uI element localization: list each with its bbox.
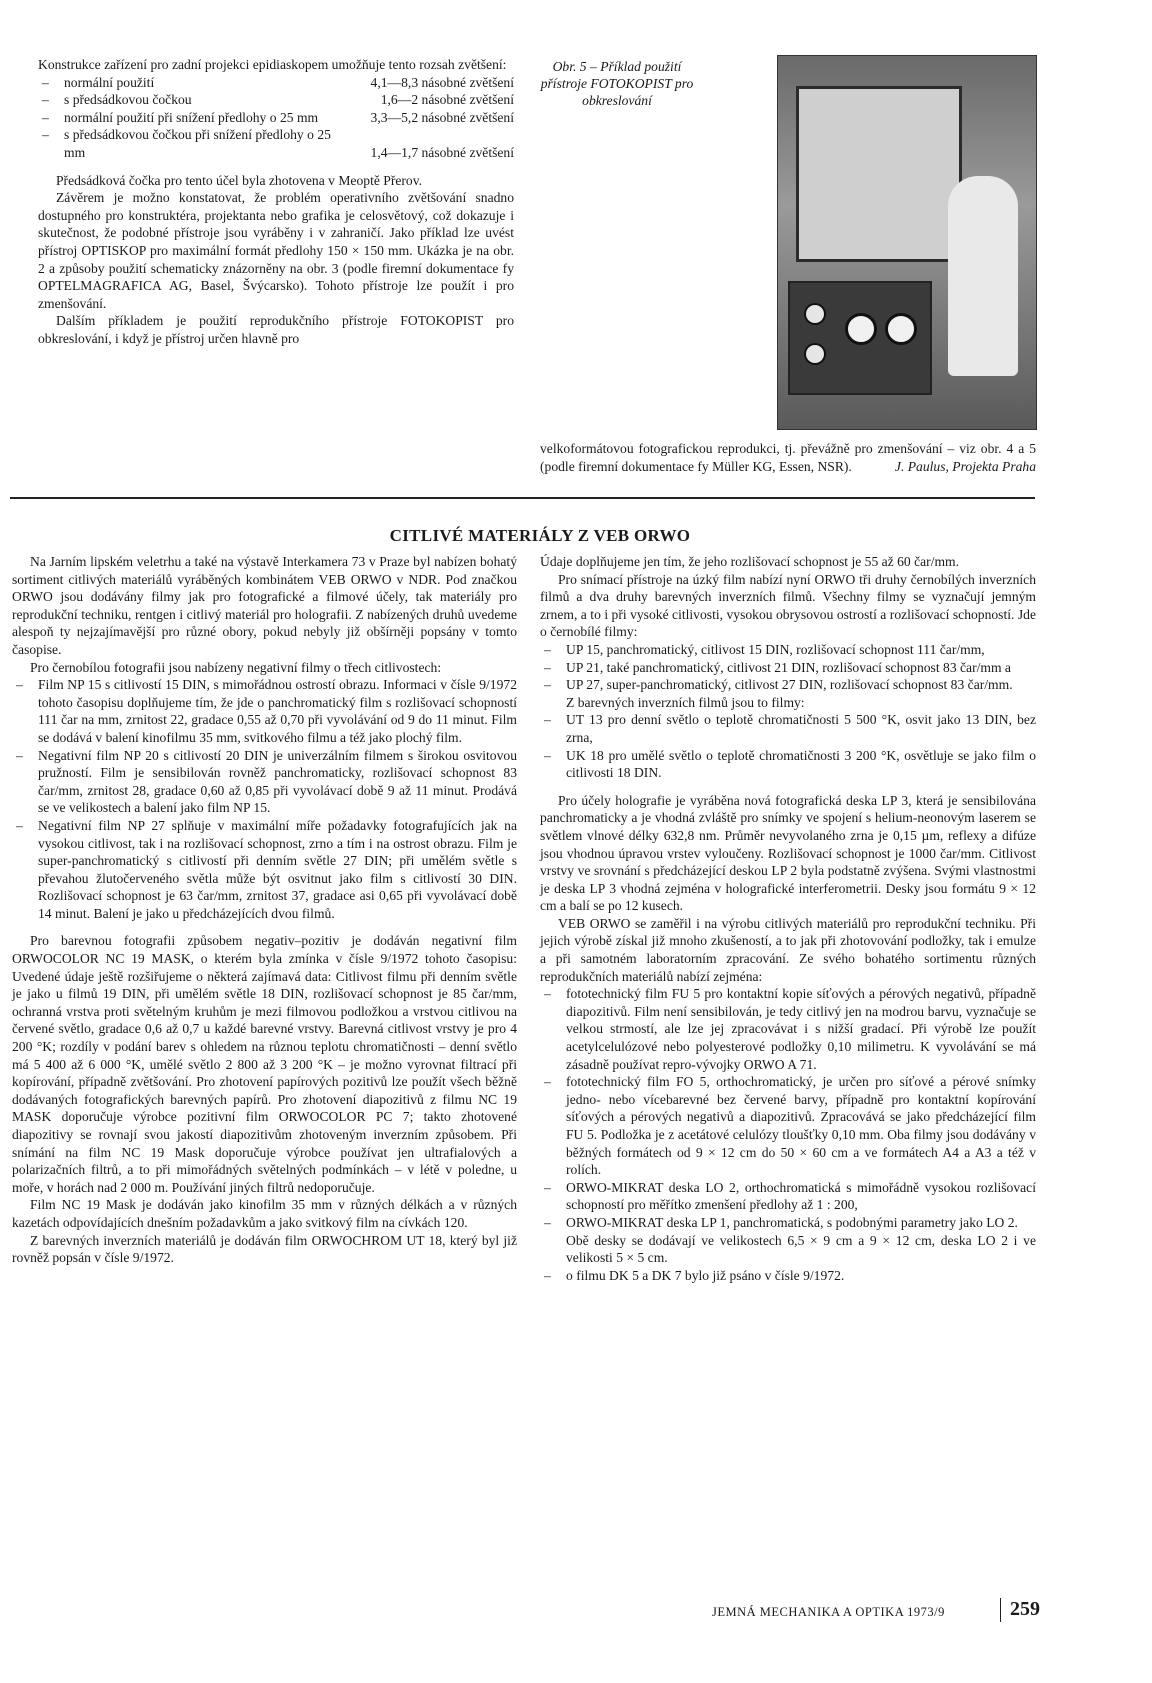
- article-paragraph: Pro černobílou fotografii jsou nabízeny negativní filmy o třech citlivostech:: [30, 659, 442, 675]
- list-item: – UP 21, také panchromatický, citlivost 21 DIN, rozlišovací schopnost 83 čar/mm a: [540, 659, 1036, 677]
- range-label: – s předsádkovou čočkou: [64, 92, 192, 108]
- list-item: – Film NP 15 s citlivostí 15 DIN, s mimořádnou ostrostí obrazu. Informaci v čísle 9/1972 tohoto časopisu doplňujeme tím, že jde o panchromatický film s rozlišovací schopností 111 čar na mm, zrnitost 22, gradace 0,55 až 0,70 při vyvolávání od 9 do 11 minut. Film se dodává v balení kinofilmu 35 mm, svitkového filmu a též jako plochý film.: [12, 676, 517, 746]
- list-item: – ORWO-MIKRAT deska LP 1, panchromatická, s podobnými parametry jako LO 2.: [540, 1214, 1036, 1232]
- footer-separator: [1000, 1598, 1001, 1622]
- range-value: 1,4—1,7 násobné zvětšení: [370, 144, 514, 160]
- figure-caption: Obr. 5 – Příklad použití přístroje FOTOKOPIST pro obkreslování: [540, 59, 694, 108]
- list-item: – UP 27, super-panchromatický, citlivost 27 DIN, rozlišovací schopnost 83 čar/mm.: [540, 676, 1036, 694]
- range-value: 3,3—5,2 násobné zvětšení: [370, 109, 514, 125]
- magnification-range-list: [38, 74, 514, 162]
- fotokopist-paragraph: Dalším příkladem je použití reprodukčního přístroje FOTOKOPIST pro obkreslování, i když je přístroj určen hlavně pro: [38, 313, 514, 346]
- reel-icon: [845, 313, 877, 345]
- list-item: – Negativní film NP 20 s citlivostí 20 DIN je univerzálním filmem s širokou osvitovou pružností. Film je sensibilován rovněž panchromaticky, rozlišovací schopnost 83 čar/mm, zrnitost 28, gradace 0,60 až 0,85 při vyvolávací době 9 až 11 minut. Prodává se ve velikostech a balení jako film NP 15.: [12, 747, 517, 817]
- top-right-column: [540, 440, 1036, 475]
- list-item: – UP 15, panchromatický, citlivost 15 DIN, rozlišovací schopnost 111 čar/mm,: [540, 641, 1036, 659]
- knob-icon: [804, 343, 826, 365]
- journal-footer: JEMNÁ MECHANIKA A OPTIKA 1973/9: [712, 1605, 945, 1619]
- article-paragraph: Film NC 19 Mask je dodáván jako kinofilm 35 mm v různých délkách a v různých kazetách odpovídajících dnešním požadavkům a jako svitkový film na cívkách 120.: [12, 1197, 517, 1230]
- person-figure: [948, 176, 1018, 376]
- list-item: – UK 18 pro umělé světlo o teplotě chromatičnosti 3 200 °K, osvětluje se jako film o citlivosti 18 DIN.: [540, 747, 1036, 782]
- article-paragraph: Pro účely holografie je vyráběna nová fotografická deska LP 3, která je sensibilována panchromaticky a je vhodná zvláště pro snímky ve spojení s helium-neonovým laserem se světlem vlnové délky 632,8 nm. Průměr nevyvolaného zrna je 0,15 µm, reflexy a difúze jsou vhodnou úpravou vrstev vyloučeny. Rozlišovací schopnost je 1000 čar/mm. Citlivost vrstvy ve srovnání s předcházející deskou LP 2 byla podstatně zvýšena. Svými vlastnostmi je deska LP 3 vhodná zejména v holografické interferometrii. Desky jsou formátu 9 × 12 cm a balí se po 12 kusech.: [540, 792, 1036, 914]
- article-left-column: [12, 553, 517, 1267]
- article-paragraph: Pro snímací přístroje na úzký film nabízí nyní ORWO tři druhy černobílých inverzních filmů a dva druhy barevných inverzních filmů. Všechny filmy se vyznačují jemným zrnem, a to i při vysoké citlivosti, vysokou obrysovou ostrostí a rozlišovací schopností. Jde o černobílé filmy:: [540, 571, 1036, 640]
- range-value: 1,6—2 násobné zvětšení: [380, 92, 514, 108]
- lens-paragraph: Předsádková čočka pro tento účel byla zhotovena v Meoptě Přerov.: [56, 172, 423, 188]
- article-paragraph: Na Jarním lipském veletrhu a také na výstavě Interkamera 73 v Praze byl nabízen bohatý sortiment citlivých materiálů vyráběných kombinátem VEB ORWO v NDR. Pod značkou ORWO jsou dodávány filmy jak pro fotografické a filmové účely, tak materiály pro reprodukční techniku, rentgen i citlivý materiál pro holografii. Z nabízených druhů uvedeme alespoň ty nejzajímavější pro různé obory, pokud nebyly již obšírněji popsány v tomto časopise.: [12, 554, 517, 657]
- article-title: CITLIVÉ MATERIÁLY Z VEB ORWO: [389, 526, 691, 545]
- list-item: – Negativní film NP 27 splňuje v maximální míře požadavky fotografujících jak na vysokou citlivost, tak i na rozlišovací schopnost, zrno a tím i na ostrost obrazu. Film je super-panchromatický s citlivostí při denním světle 27 DIN; při umělém světle s převahou žlutočerveného světla může být osvitnut jako film s citlivostí 30 DIN. Rozlišovací schopnost je 63 čar/mm, zrnitost 37, gradace asi 0,65 při vyvolávací době 14 minut. Balení je jako u předcházejících dvou filmů.: [12, 817, 517, 923]
- range-label: – normální použití: [64, 74, 155, 90]
- list-item: Obě desky se dodávají ve velikostech 6,5 × 9 cm a 9 × 12 cm, deska LO 2 i ve velikosti 5 × 5 cm.: [566, 1232, 1036, 1266]
- conclusion-paragraph: Závěrem je možno konstatovat, že problém operativního zvětšování snadno dostupného pro konstruktéra, projektanta nebo grafika je celosvětový, což dokazuje i skutečnost, že podobné přístroje jsou vyráběny i v zahraničí. Jako příklad lze uvést přístroj OPTISKOP pro maximální formát předlohy 150 × 150 mm. Ukázka je na obr. 2 a způsoby použití schematicky znázorněny na obr. 3 (podle firemní dokumentace fy OPTELMAGRAFICA AG, Basel, Švýcarsko). Tohoto přístroje lze použít i pro zmenšování.: [38, 190, 514, 311]
- section-divider: [10, 497, 1035, 499]
- knob-icon: [804, 303, 826, 325]
- range-label: – s předsádkovou čočkou při snížení předlohy o 25 mm: [64, 127, 331, 160]
- page-number: 259: [1010, 1598, 1040, 1620]
- article-paragraph: Pro barevnou fotografii způsobem negativ–pozitiv je dodáván negativní film ORWOCOLOR NC 19 MASK, o kterém byla zmínka v čísle 9/1972 tohoto časopisu: Uvedené údaje ještě rozšiřujeme o některá zajímavá data: Citlivost filmu při denním světle je jako u filmů 19 DIN, při umělém světle 18 DIN, rozlišovací schopnost je 85 čar/mm, ochranná vrstva proti světelným kruhům je mezi filmovou podložkou a vrstvou citlivou na červené světlo, gradace 0,6 až 0,7 u každé barevné vrstvy. Barevná citlivost vrstvy je pro 4 200 °K; rozdíly v podání barev s ohledem na různou teplotu chromatičnosti – denní světlo má 5 400 až 6 000 °K, umělé světlo 2 800 až 3 200 °K – je možno vyrovnat filtrací při kopírování, případně zvětšování. Pro zhotovení papírových pozitivů lze použít všech běžně dodávaných fotografických barevných papírů. Pro zhotovení diapozitivů z filmu NC 19 MASK doporučuje výrobce pozitivní film ORWOCOLOR PC 7; takto zhotovené diapozitivy se rovnají svou jakostí diapozitivům zhotoveným inverzním způsobem. Při snímání na film NC 19 Mask doporučuje výrobce používat jen ultrafialových a polarizačních filtrů, a to při mimořádných světelných podmínkách – v létě v poledne, u moře, v horách nad 2 000 m. Používání jiných filtrů nedoporučuje.: [12, 933, 517, 1195]
- top-left-column: [38, 56, 514, 348]
- tracing-screen: [796, 86, 962, 262]
- magnification-range-item: [38, 74, 514, 92]
- list-item: – fototechnický film FO 5, orthochromatický, je určen pro síťové a pérové snímky jedno- nebo vícebarevné bez červené barvy, případně pro kontaktní kopírování síťových a pérových negativů a diapozitivů. Zpracovává se jako předcházející film FU 5. Podložka je z acetátové celulózy tloušťky 0,10 mm. Oba filmy jsou dodávány v běžných formátech od 9 × 12 cm do 50 × 60 cm a ve formátech A4 a A3 a též v rolích.: [540, 1073, 1036, 1179]
- article-paragraph: Údaje doplňujeme jen tím, že jeho rozlišovací schopnost je 55 až 60 čar/mm.: [540, 554, 960, 569]
- article-right-column: [540, 553, 1036, 1284]
- range-label: – normální použití při snížení předlohy o 25 mm: [64, 109, 319, 125]
- reproduction-text: velkoformátovou fotografickou reprodukci, tj. převážně pro zmenšování – viz obr. 4 a 5 (podle firemní dokumentace fy Müller KG, Essen, NSR). J. Paulus, Projekta Praha: [540, 441, 1036, 474]
- list-item: – fototechnický film FU 5 pro kontaktní kopie síťových a pérových negativů, případně diapozitivů. Film není sensibilován, je tedy citlivý jen na modrou barvu, vyznačuje se velkou strmostí, ale lze jej zpracovávat i s nižší gradací. Při výrobě lze použít acetylcelulózové nebo polyesterové podložky 0,10 milimetru. K vyvolávání se má zásadně používat repro-vývojky ORWO A 71.: [540, 985, 1036, 1073]
- intro-text: Konstrukce zařízení pro zadní projekci epidiaskopem umožňuje tento rozsah zvětšení:: [38, 57, 507, 72]
- list-item: – UT 13 pro denní světlo o teplotě chromatičnosti 5 500 °K, osvit jako 13 DIN, bez zrna,: [540, 711, 1036, 746]
- range-value: 4,1—8,3 násobné zvětšení: [370, 74, 514, 90]
- fotokopist-photo: [777, 55, 1037, 430]
- magnification-range-item: [38, 126, 514, 161]
- magnification-range-item: [38, 109, 514, 127]
- list-item: – o filmu DK 5 a DK 7 bylo již psáno v čísle 9/1972.: [540, 1267, 1036, 1285]
- magnification-range-item: [38, 91, 514, 109]
- author-credit: J. Paulus, Projekta Praha: [894, 458, 1036, 474]
- list-item: – ORWO-MIKRAT deska LO 2, orthochromatická s mimořádně vysokou rozlišovací schopností pro měřítko zmenšení předlohy až 1 : 200,: [540, 1179, 1036, 1214]
- list-item: Z barevných inverzních filmů jsou to filmy:: [566, 694, 805, 710]
- reel-icon: [885, 313, 917, 345]
- article-paragraph: VEB ORWO se zaměřil i na výrobu citlivých materiálů pro reprodukční techniku. Při jejich výrobě získal již mnoho zkušeností, a to jak při zhotovování podložky, tak i emulze a při samotném laboratorním zpracování. Ze svého bohatého sortimentu různých reprodukčních materiálů nabízí zejména:: [540, 915, 1036, 984]
- article-paragraph: Z barevných inverzních materiálů je dodáván film ORWOCHROM UT 18, který byl již rovněž popsán v čísle 9/1972.: [12, 1232, 517, 1266]
- control-panel: [788, 281, 932, 395]
